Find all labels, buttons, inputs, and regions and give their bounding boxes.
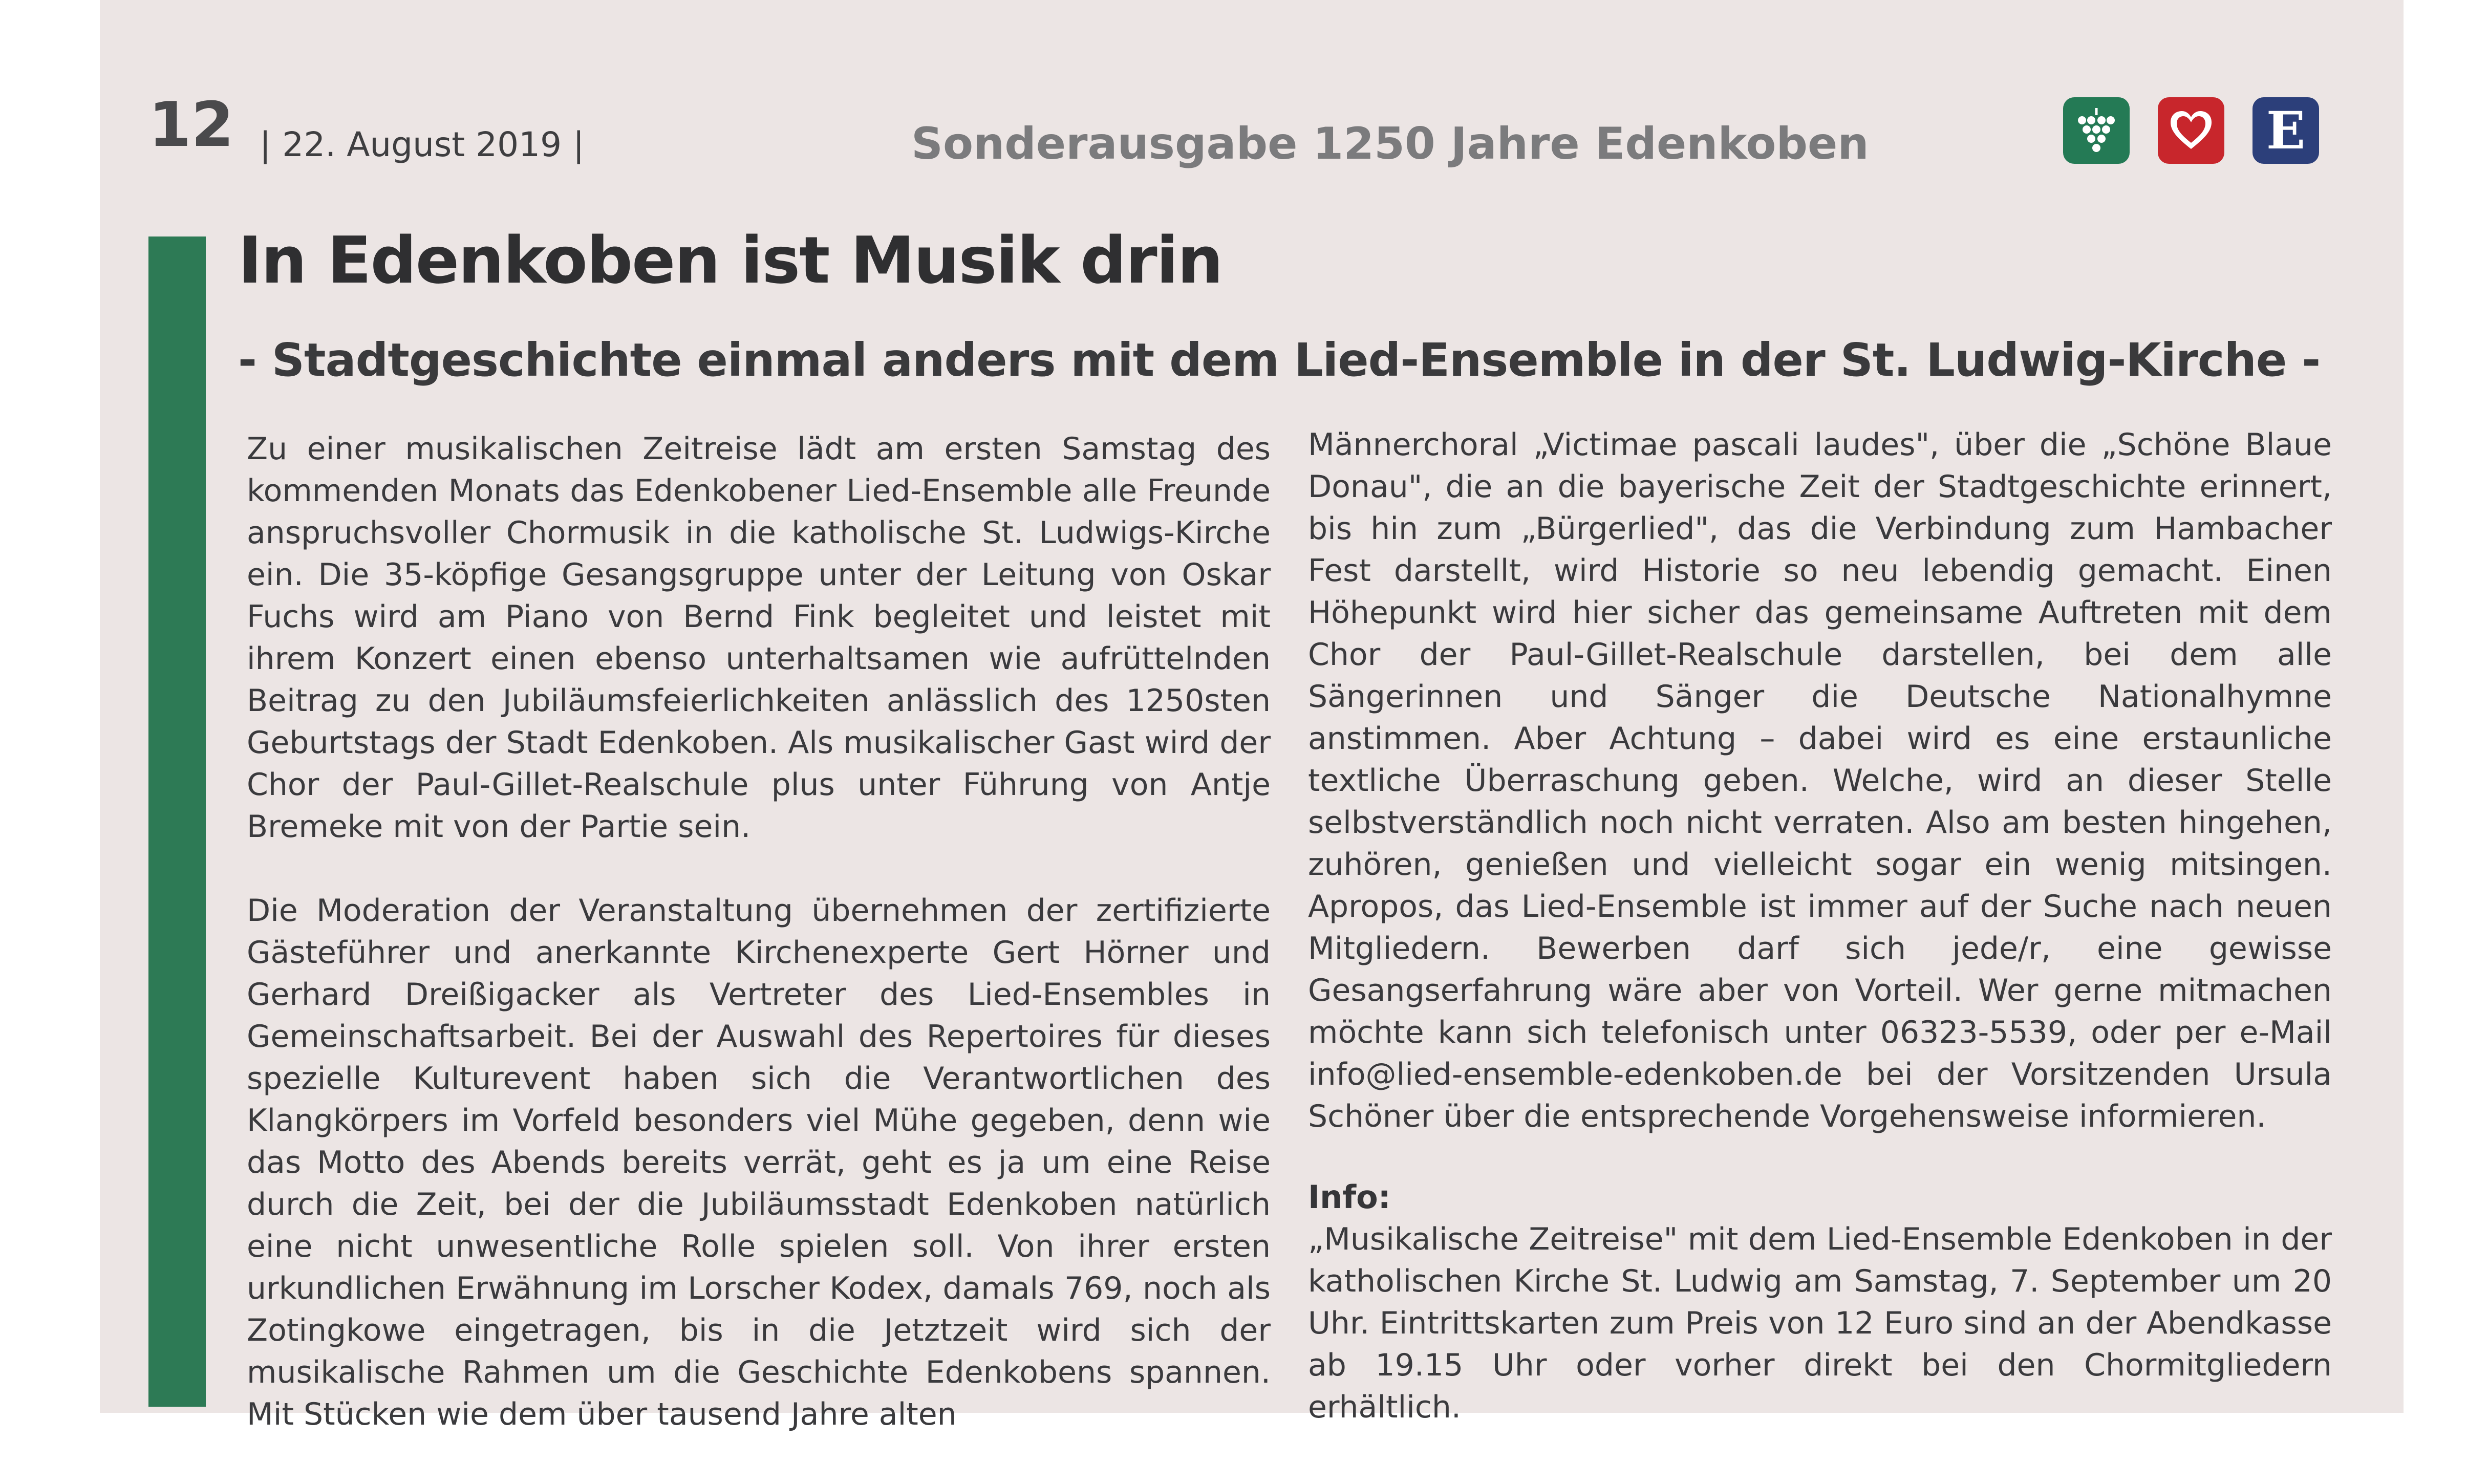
e-logo-letter: E	[2266, 100, 2306, 161]
page-date: 22. August 2019	[282, 125, 562, 164]
article-paragraph: Männerchoral „Victimae pascali laudes", über die „Schöne Blaue Donau", die an die bayerische Zeit der Stadtgeschichte erinnert, bis hin zum „Bürgerlied", das die Verbindung zum Hambacher Fest darstellt, wird Historie so neu lebendig gemacht. Einen Höhepunkt wird hier sicher das gemeinsame Auftreten mit dem Chor der Paul-Gillet-Realschule darstellen, bei dem alle Sängerinnen und Sänger die Deutsche Nationalhymne anstimmen. Aber Achtung – dabei wird es eine erstaunliche textliche Überraschung geben. Welche, wird an dieser Stelle selbstverständlich noch nicht verraten. Also am besten hingehen, zuhören, genießen und vielleicht sogar ein wenig mitsingen. Apropos, das Lied-Ensemble ist immer auf der Suche nach neuen Mitgliedern. Bewerben darf sich jede/r, eine gewisse Gesangserfahrung wäre aber von Vorteil. Wer gerne mitmachen möchte kann sich telefonisch unter 06323-5539, oder per e-Mail info@lied-ensemble-edenkoben.de bei der Vorsitzenden Ursula Schöner über die entsprechende Vorgehensweise informieren.	[1308, 427, 2332, 1134]
page-number: 12	[148, 90, 234, 161]
article-subtitle: - Stadtgeschichte einmal anders mit dem Lied-Ensemble in der St. Ludwig-Kirche -	[238, 333, 2321, 386]
article-column-right	[1308, 424, 2332, 1137]
date-separator-right: |	[573, 125, 585, 164]
article-paragraph: Die Moderation der Veranstaltung übernehmen der zertifizierte Gästeführer und anerkannte Kirchenexperte Gert Hörner und Gerhard Dreißigacker als Vertreter des Lied-Ensembles in Gemeinschaftsarbeit. Bei der Auswahl des Repertoires für dieses spezielle Kulturevent haben sich die Verantwortlichen des Klangkörpers im Vorfeld besonders viel Mühe gegeben, denn wie das Motto des Abends bereits verrät, geht es ja um eine Reise durch die Zeit, bei der die Jubiläumsstadt Edenkoben natürlich eine nicht unwesentliche Rolle spielen soll. Von ihrer ersten urkundlichen Erwähnung im Lorscher Kodex, damals 769, noch als Zotingkowe eingetragen, bis in die Jetztzeit wird sich der musikalische Rahmen um die Geschichte Edenkobens spannen. Mit Stücken wie dem über tausend Jahre alten	[247, 893, 1271, 1432]
article-column-left	[247, 428, 1271, 1435]
page-date-line	[248, 125, 595, 164]
accent-bar	[148, 236, 206, 1407]
date-separator-left: |	[260, 125, 271, 164]
e-logo-icon	[2253, 97, 2319, 164]
info-paragraph: „Musikalische Zeitreise" mit dem Lied-Ensemble Edenkoben in der katholischen Kirche St. Ludwig am Samstag, 7. September um 20 Uhr. Eintrittskarten zum Preis von 12 Euro sind an der Abendkasse ab 19.15 Uhr oder vorher direkt bei den Chormitgliedern erhältlich.	[1308, 1221, 2332, 1425]
info-heading: Info:	[1308, 1178, 1391, 1216]
special-edition-title: Sonderausgabe 1250 Jahre Edenkoben	[911, 118, 1869, 169]
info-box	[1308, 1218, 2332, 1428]
heart-logo-icon	[2158, 97, 2224, 164]
article-paragraph: Zu einer musikalischen Zeitreise lädt am ersten Samstag des kommenden Monats das Edenkobener Lied-Ensemble alle Freunde anspruchsvoller Chormusik in die katholische St. Ludwigs-Kirche ein. Die 35-köpfige Gesangsgruppe unter der Leitung von Oskar Fuchs wird am Piano von Bernd Fink begleitet und leistet mit ihrem Konzert einen ebenso unterhaltsamen wie aufrüttelnden Beitrag zu den Jubiläumsfeierlichkeiten anlässlich des 1250sten Geburtstags der Stadt Edenkoben. Als musikalischer Gast wird der Chor der Paul-Gillet-Realschule plus unter Führung von Antje Bremeke mit von der Partie sein.	[247, 431, 1271, 845]
article-title: In Edenkoben ist Musik drin	[238, 223, 1222, 298]
grape-logo-icon	[2063, 97, 2130, 164]
